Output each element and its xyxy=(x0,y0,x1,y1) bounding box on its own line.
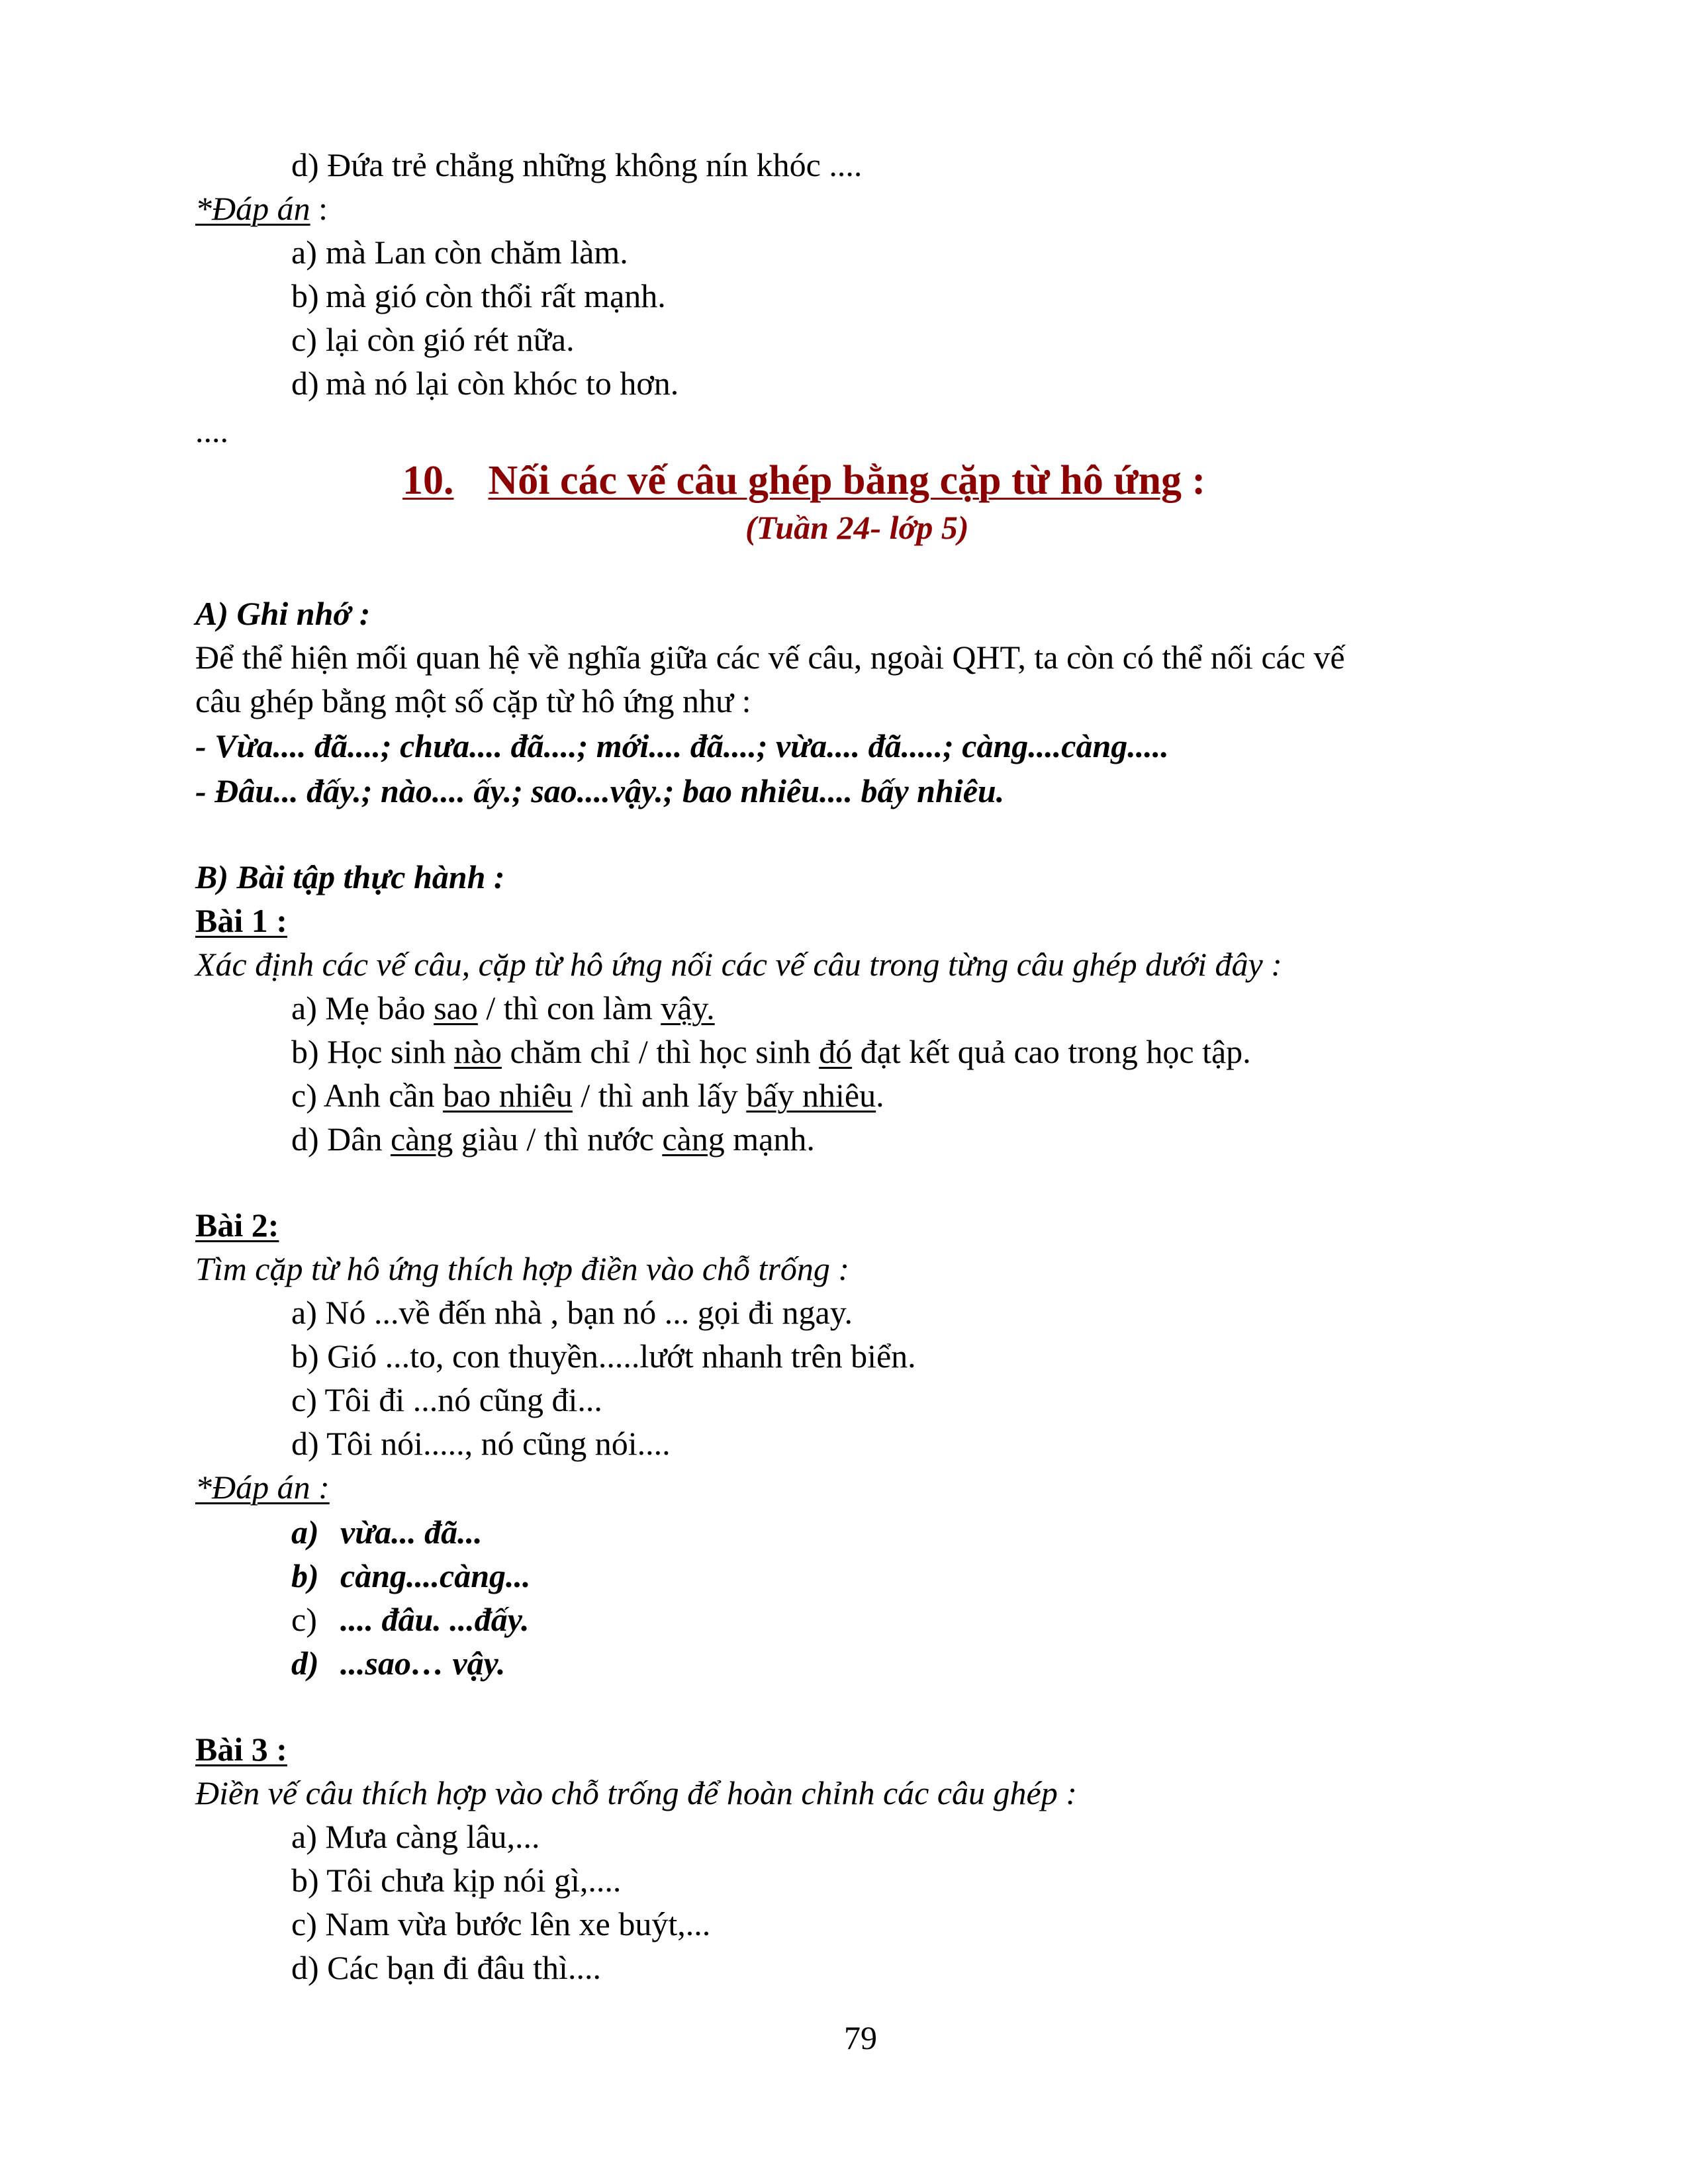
answer-item: d) mà nó lại còn khóc to hơn. xyxy=(291,365,679,402)
exercise-3-item: a) Mưa càng lâu,... xyxy=(291,1818,540,1855)
exercise-3-instruction: Điền vế câu thích hợp vào chỗ trống để hoàn chỉnh các câu ghép : xyxy=(195,1774,1077,1811)
part-b-heading: B) Bài tập thực hành : xyxy=(195,858,505,895)
part-a-text-line: câu ghép bằng một số cặp từ hô ứng như : xyxy=(195,682,751,719)
exercise-2-item: a) Nó ...về đến nhà , bạn nó ... gọi đi ngay. xyxy=(291,1294,853,1331)
exercise-1-item-c: c) Anh cần bao nhiêu / thì anh lấy bấy nhiêu. xyxy=(291,1077,884,1114)
exercise-3-item: d) Các bạn đi đâu thì.... xyxy=(291,1949,601,1986)
answer-item: a) mà Lan còn chăm làm. xyxy=(291,234,628,271)
exercise-1-instruction: Xác định các vế câu, cặp từ hô ứng nối các vế câu trong từng câu ghép dưới đây : xyxy=(195,946,1282,983)
exercise-2-answer: a) vừa... đã... xyxy=(291,1514,483,1551)
answer-item: c) lại còn gió rét nữa. xyxy=(291,321,575,358)
exercise-item-d: d) Đứa trẻ chẳng những không nín khóc .... xyxy=(291,146,863,183)
exercise-2-item: d) Tôi nói....., nó cũng nói.... xyxy=(291,1425,671,1462)
exercise-3-item: c) Nam vừa bước lên xe buýt,... xyxy=(291,1905,711,1942)
answer-label: *Đáp án : xyxy=(195,190,328,227)
exercise-3-item: b) Tôi chưa kịp nói gì,.... xyxy=(291,1862,622,1899)
pairs-line: - Đâu... đấy.; nào.... ấy.; sao....vậy.; bao nhiêu.... bấy nhiêu. xyxy=(195,772,1005,809)
exercise-2-item: c) Tôi đi ...nó cũng đi... xyxy=(291,1381,602,1418)
exercise-2-answer-label: *Đáp án : xyxy=(195,1469,330,1506)
exercise-1-item-a: a) Mẹ bảo sao / thì con làm vậy. xyxy=(291,989,715,1026)
part-a-heading: A) Ghi nhớ : xyxy=(195,595,371,632)
exercise-2-instruction: Tìm cặp từ hô ứng thích hợp điền vào chỗ trống : xyxy=(195,1250,850,1287)
exercise-2-answer: b) càng....càng... xyxy=(291,1557,531,1594)
pairs-line: - Vừa.... đã....; chưa.... đã....; mới.... đã....; vừa.... đã.....; càng....càng..... xyxy=(195,727,1169,764)
exercise-1-item-b: b) Học sinh nào chăm chỉ / thì học sinh đó đạt kết quả cao trong học tập. xyxy=(291,1033,1251,1070)
ellipsis-text: .... xyxy=(195,412,228,449)
section-subtitle: (Tuần 24- lớp 5) xyxy=(745,509,969,546)
exercise-3-title: Bài 3 : xyxy=(195,1731,287,1768)
exercise-2-answer: d) ...sao… vậy. xyxy=(291,1645,506,1682)
part-a-text-line: Để thể hiện mối quan hệ về nghĩa giữa các vế câu, ngoài QHT, ta còn có thể nối các vế xyxy=(195,639,1345,676)
answer-item: b) mà gió còn thổi rất mạnh. xyxy=(291,277,666,314)
section-title: 10. Nối các vế câu ghép bằng cặp từ hô ứng : xyxy=(402,458,1206,503)
exercise-2-answer: c) .... đâu. ...đấy. xyxy=(291,1601,530,1638)
exercise-1-title: Bài 1 : xyxy=(195,902,287,939)
exercise-1-item-d: d) Dân càng giàu / thì nước càng mạnh. xyxy=(291,1120,815,1158)
exercise-2-title: Bài 2: xyxy=(195,1206,279,1244)
page-number: 79 xyxy=(844,2019,877,2056)
exercise-2-item: b) Gió ...to, con thuyền.....lướt nhanh trên biển. xyxy=(291,1338,916,1375)
